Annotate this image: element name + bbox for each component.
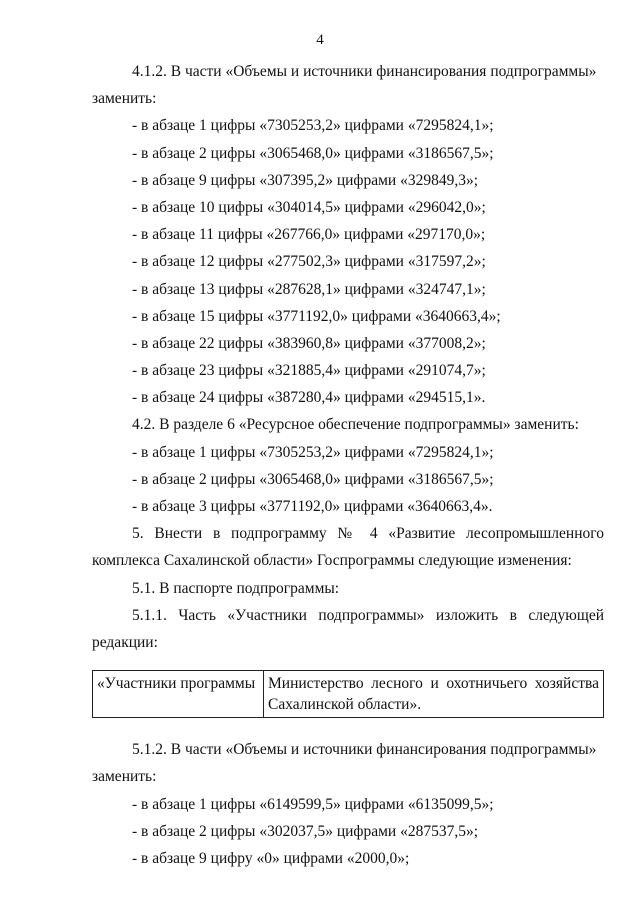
paragraph-4-1-2-line-2: заменить: (92, 90, 157, 108)
paragraph-5-1-heading: 5.1. В паспорте подпрограммы: (132, 579, 340, 597)
list-item: - в абзаце 9 цифры «307395,2» цифрами «329849,3»; (132, 171, 479, 189)
list-item: - в абзаце 2 цифры «302037,5» цифрами «287537,5»; (132, 822, 479, 840)
list-item: - в абзаце 24 цифры «387280,4» цифрами «294515,1». (132, 389, 486, 407)
paragraph-4-1-2-line-1: 4.1.2. В части «Объемы и источники финансирования подпрограммы» (132, 63, 597, 80)
list-item: - в абзаце 1 цифры «7305253,2» цифрами «7295824,1»; (132, 117, 494, 135)
paragraph-5-line-2: комплекса Сахалинской области» Госпрограммы следующие изменения: (92, 552, 572, 570)
list-item: - в абзаце 9 цифру «0» цифрами «2000,0»; (132, 849, 410, 867)
paragraph-5-1-1-line-1: 5.1.1. Часть «Участники подпрограммы» изложить в следующей (132, 606, 604, 624)
table-cell-value-line-1: Министерство лесного и охотничьего хозяйства (268, 675, 599, 693)
list-item: - в абзаце 22 цифры «383960,8» цифрами «377008,2»; (132, 334, 486, 352)
paragraph-5-1-1-line-2: редакции: (92, 633, 158, 651)
paragraph-5-1-2-line-1: 5.1.2. В части «Объемы и источники финансирования подпрограммы» (132, 741, 597, 759)
list-item: - в абзаце 1 цифры «6149599,5» цифрами «6135099,5»; (132, 795, 494, 813)
list-item: - в абзаце 1 цифры «7305253,2» цифрами «7295824,1»; (132, 443, 494, 461)
paragraph-4-2-heading: 4.2. В разделе 6 «Ресурсное обеспечение подпрограммы» заменить: (132, 416, 579, 434)
list-item: - в абзаце 2 цифры «3065468,0» цифрами «3186567,5»; (132, 470, 494, 488)
list-item: - в абзаце 23 цифры «321885,4» цифрами «291074,7»; (132, 362, 486, 380)
list-item: - в абзаце 15 цифры «3771192,0» цифрами «3640663,4»; (132, 307, 501, 325)
list-item: - в абзаце 10 цифры «304014,5» цифрами «296042,0»; (132, 198, 486, 216)
document-body (92, 58, 604, 872)
page-number: 4 (316, 32, 324, 48)
paragraph-5-line-1: 5. Внести в подпрограмму № 4 «Развитие лесопромышленного (132, 525, 604, 543)
table-cell-label: «Участники программы (93, 671, 264, 718)
list-item: - в абзаце 13 цифры «287628,1» цифрами «324747,1»; (132, 280, 486, 298)
list-item: - в абзаце 11 цифры «267766,0» цифрами «297170,0»; (132, 226, 486, 244)
list-item: - в абзаце 3 цифры «3771192,0» цифрами «3640663,4». (132, 498, 493, 515)
list-item: - в абзаце 12 цифры «277502,3» цифрами «317597,2»; (132, 253, 486, 271)
table-cell-value (264, 671, 604, 718)
list-item: - в абзаце 2 цифры «3065468,0» цифрами «3186567,5»; (132, 144, 494, 162)
participants-table (92, 670, 604, 718)
table-row (93, 671, 604, 718)
table-cell-value-line-2: Сахалинской области». (268, 696, 422, 714)
paragraph-5-1-2-line-2: заменить: (92, 768, 157, 786)
